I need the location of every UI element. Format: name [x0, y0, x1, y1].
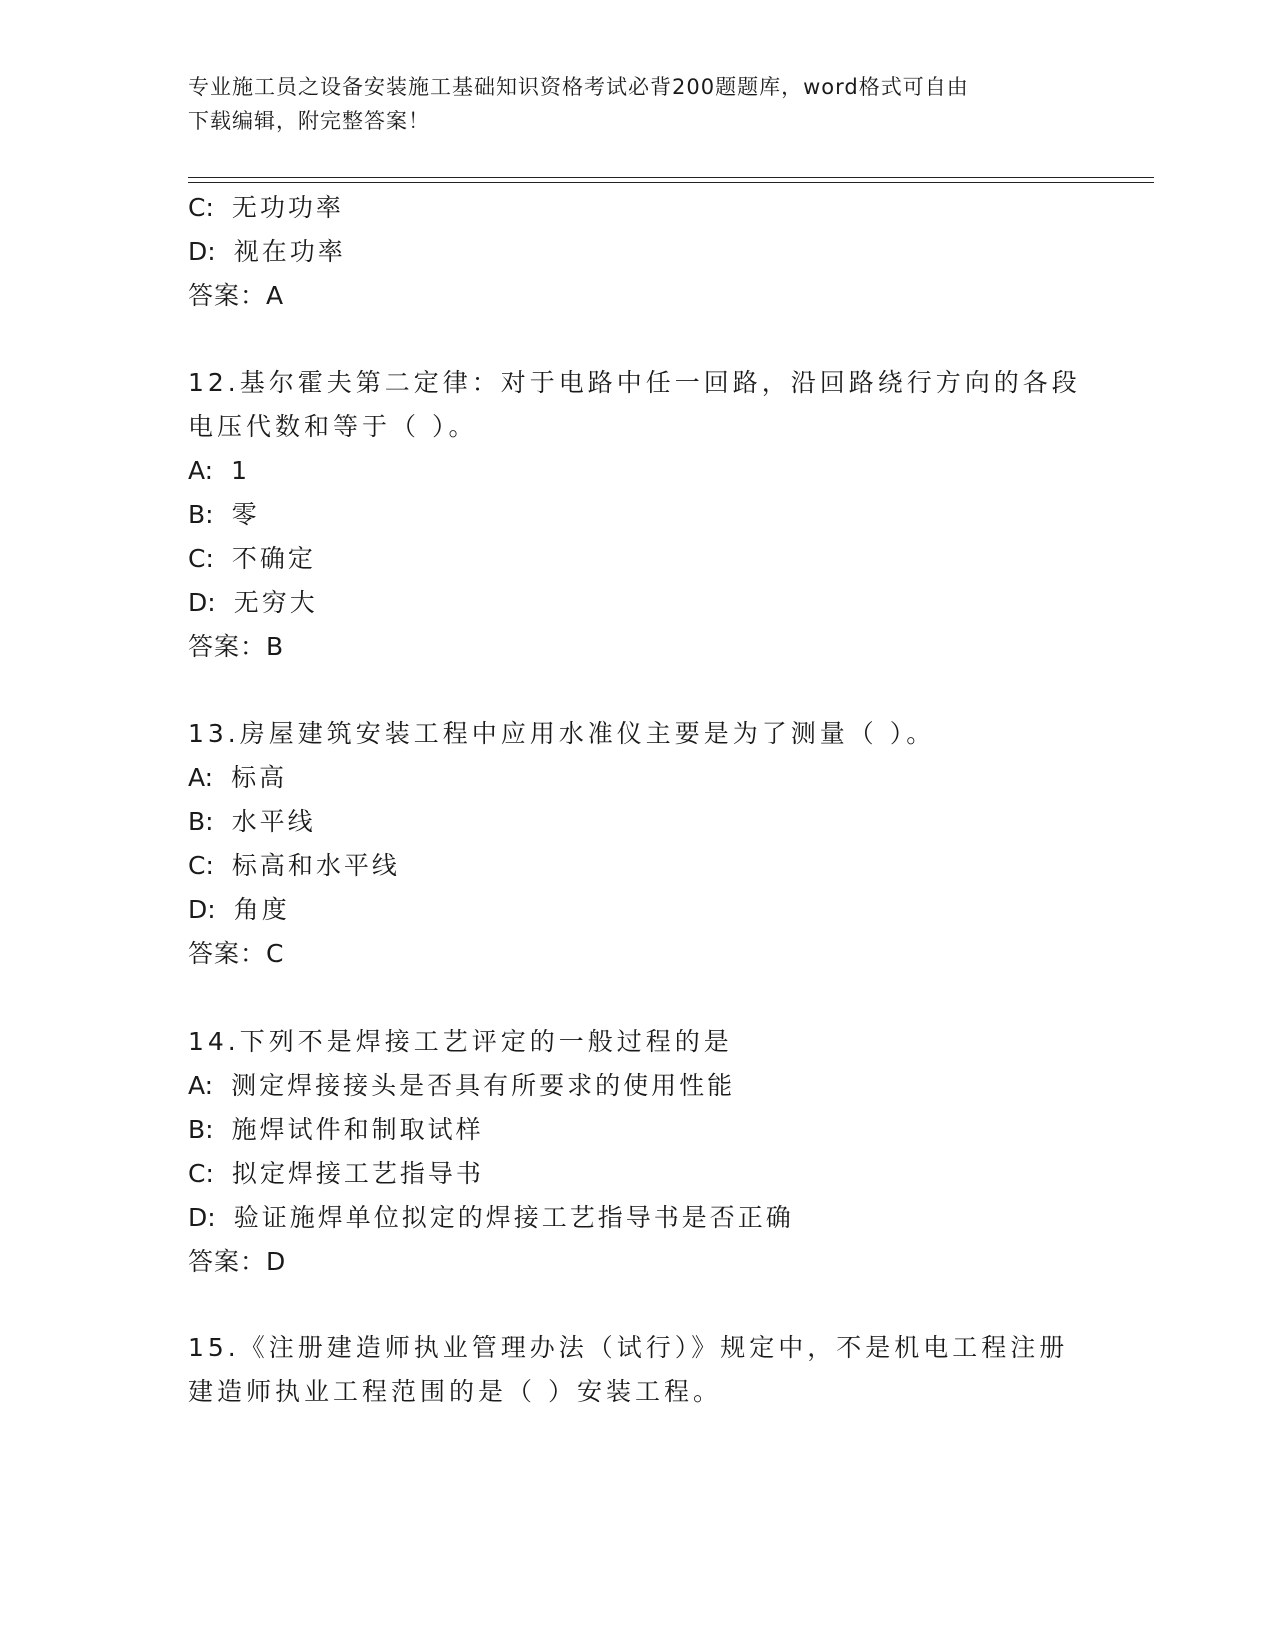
- q14-option-d: D: 验证施焊单位拟定的焊接工艺指导书是否正确: [188, 1203, 794, 1232]
- header-line-2: 下载编辑，附完整答案！: [188, 109, 430, 133]
- q13-option-a: A: 标高: [188, 763, 288, 792]
- q14-answer: 答案：D: [188, 1247, 287, 1276]
- q11-option-c: C: 无功功率: [188, 193, 344, 222]
- document-header: [188, 70, 1068, 138]
- q11-option-d: D: 视在功率: [188, 237, 346, 266]
- q12-question-line-1: 12.基尔霍夫第二定律：对于电路中任一回路，沿回路绕行方向的各段: [188, 368, 1081, 397]
- header-divider-top: [188, 177, 1154, 178]
- header-divider-bottom: [188, 182, 1154, 183]
- q12-option-b: B: 零: [188, 500, 260, 529]
- q13-answer: 答案：C: [188, 939, 285, 968]
- q15-question-line-1: 15.《注册建造师执业管理办法（试行）》规定中，不是机电工程注册: [188, 1333, 1069, 1362]
- q14-question-line-1: 14.下列不是焊接工艺评定的一般过程的是: [188, 1027, 733, 1056]
- q13-option-b: B: 水平线: [188, 807, 316, 836]
- q11-answer: 答案：A: [188, 281, 285, 310]
- header-line-1: 专业施工员之设备安装施工基础知识资格考试必背200题题库，word格式可自由: [188, 75, 969, 99]
- q12-option-d: D: 无穷大: [188, 588, 318, 617]
- q14-option-c: C: 拟定焊接工艺指导书: [188, 1159, 484, 1188]
- q12-question-line-2: 电压代数和等于（ ）。: [188, 412, 478, 441]
- q14-option-a: A: 测定焊接接头是否具有所要求的使用性能: [188, 1071, 736, 1100]
- q14-option-b: B: 施焊试件和制取试样: [188, 1115, 484, 1144]
- q13-option-d: D: 角度: [188, 895, 290, 924]
- q15-question-line-2: 建造师执业工程范围的是（ ）安装工程。: [188, 1377, 722, 1406]
- q12-option-c: C: 不确定: [188, 544, 316, 573]
- q12-option-a: A: 1: [188, 456, 250, 485]
- q13-question-line-1: 13.房屋建筑安装工程中应用水准仪主要是为了测量（ ）。: [188, 719, 936, 748]
- q13-option-c: C: 标高和水平线: [188, 851, 400, 880]
- q12-answer: 答案：B: [188, 632, 285, 661]
